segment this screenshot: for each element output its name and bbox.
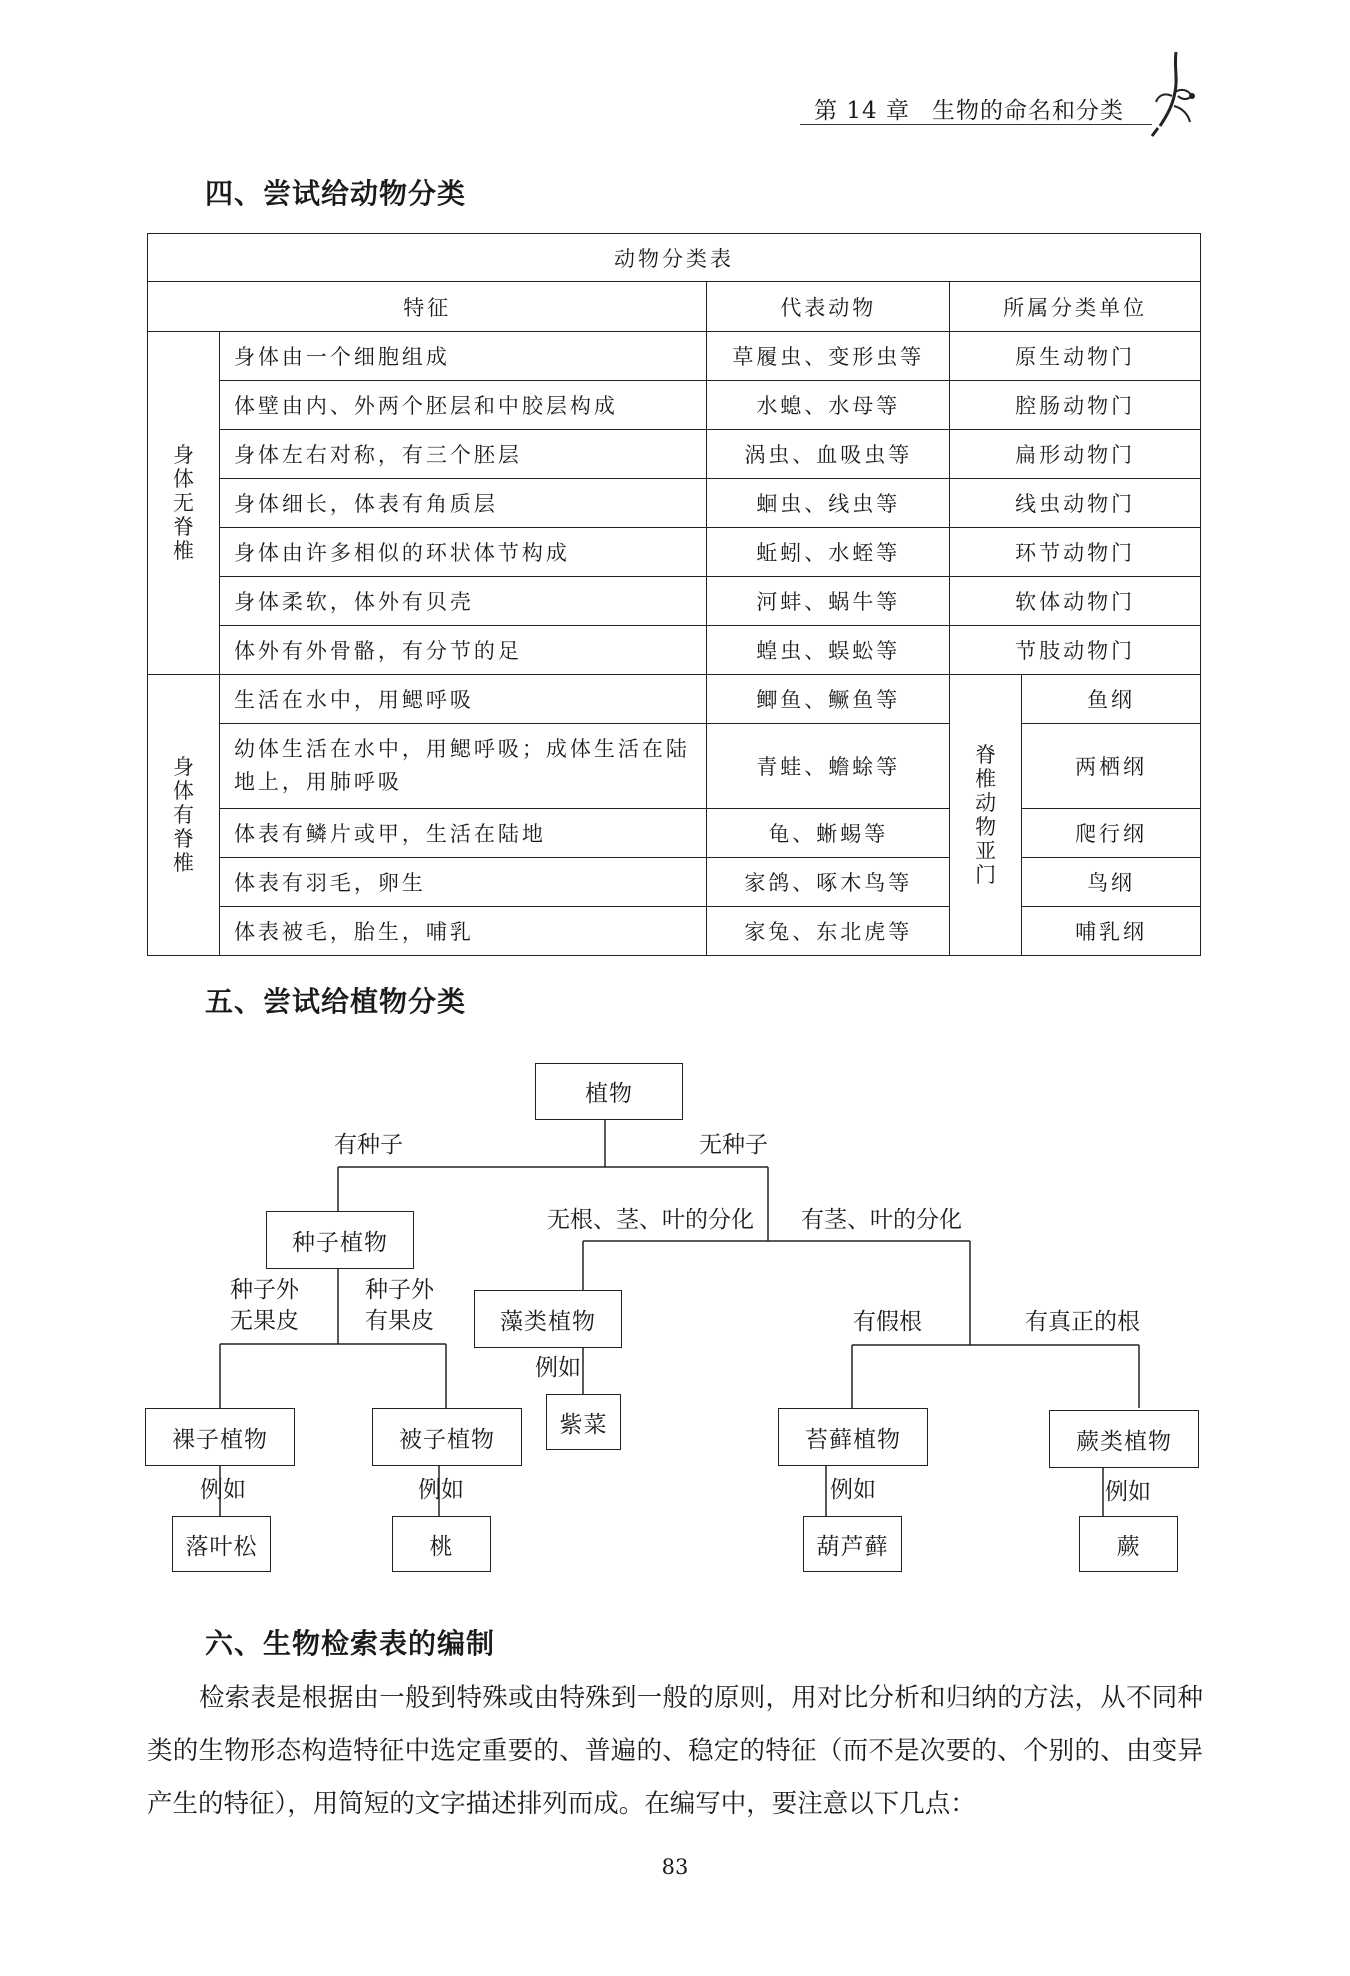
label-with-seed: 有种子 <box>334 1132 403 1158</box>
label-example-algae: 例如 <box>535 1355 581 1381</box>
node-ex-peach: 桃 <box>392 1516 491 1572</box>
feature-cell: 身体细长，体表有角质层 <box>219 479 707 528</box>
examples-cell: 家兔、东北虎等 <box>707 907 950 956</box>
label-example-moss: 例如 <box>830 1477 876 1503</box>
node-algae: 藻类植物 <box>474 1290 622 1348</box>
feature-cell: 幼体生活在水中，用鳃呼吸；成体生活在陆地上，用肺呼吸 <box>219 724 707 809</box>
node-plant: 植物 <box>535 1063 683 1120</box>
chapter-number: 第 14 章 <box>814 98 910 124</box>
header-examples: 代表动物 <box>707 282 950 332</box>
header-feature: 特征 <box>148 282 707 332</box>
label-no-fruit-skin-1: 种子外 <box>230 1277 299 1303</box>
unit-cell: 扁形动物门 <box>950 430 1201 479</box>
feature-cell: 身体柔软，体外有贝壳 <box>219 577 707 626</box>
feature-cell: 身体由许多相似的环状体节构成 <box>219 528 707 577</box>
label-true-root: 有真正的根 <box>1025 1309 1140 1335</box>
header-unit: 所属分类单位 <box>950 282 1201 332</box>
node-ex-larch: 落叶松 <box>172 1516 271 1572</box>
label-without-seed: 无种子 <box>699 1132 768 1158</box>
unit-cell: 软体动物门 <box>950 577 1201 626</box>
page-number: 83 <box>661 1855 689 1879</box>
label-example-gymnosperm: 例如 <box>200 1477 246 1503</box>
examples-cell: 草履虫、变形虫等 <box>707 332 950 381</box>
node-ex-funaria: 葫芦藓 <box>803 1516 902 1572</box>
node-seed-plants: 种子植物 <box>266 1211 414 1269</box>
label-no-differentiation: 无根、茎、叶的分化 <box>547 1207 754 1233</box>
body-paragraph: 检索表是根据由一般到特殊或由特殊到一般的原则，用对比分析和归纳的方法，从不同种类的生物形态构造特征中选定重要的、普遍的、稳定的特征（而不是次要的、个别的、由变异产生的特征），用简短的文字描述排列而成。在编写中，要注意以下几点： <box>147 1683 1203 1819</box>
examples-cell: 蝗虫、蜈蚣等 <box>707 626 950 675</box>
feature-cell: 体外有外骨骼，有分节的足 <box>219 626 707 675</box>
chapter-title: 生物的命名和分类 <box>932 98 1124 124</box>
label-fruit-skin-1: 种子外 <box>365 1277 434 1303</box>
unit-cell: 爬行纲 <box>1022 809 1201 858</box>
node-fern: 蕨类植物 <box>1049 1410 1199 1468</box>
node-gymnosperm: 裸子植物 <box>145 1408 295 1466</box>
examples-cell: 龟、蜥蜴等 <box>707 809 950 858</box>
subphylum-text: 脊椎动物亚门 <box>975 743 997 887</box>
group-invertebrate-text: 身体无脊椎 <box>172 443 194 563</box>
label-example-angiosperm: 例如 <box>418 1477 464 1503</box>
feature-cell: 体壁由内、外两个胚层和中胶层构成 <box>219 381 707 430</box>
node-ex-algae: 紫菜 <box>546 1394 621 1450</box>
section-6-heading: 六、生物检索表的编制 <box>205 1627 496 1660</box>
examples-cell: 水螅、水母等 <box>707 381 950 430</box>
feature-cell: 身体左右对称，有三个胚层 <box>219 430 707 479</box>
table-title: 动物分类表 <box>148 234 1201 282</box>
feature-cell: 体表有鳞片或甲，生活在陆地 <box>219 809 707 858</box>
label-false-root: 有假根 <box>853 1309 922 1335</box>
examples-cell: 河蚌、蜗牛等 <box>707 577 950 626</box>
feature-cell: 体表有羽毛，卵生 <box>219 858 707 907</box>
feature-cell: 体表被毛，胎生，哺乳 <box>219 907 707 956</box>
unit-cell: 环节动物门 <box>950 528 1201 577</box>
label-no-fruit-skin-2: 无果皮 <box>230 1308 299 1334</box>
unit-cell: 腔肠动物门 <box>950 381 1201 430</box>
node-angiosperm: 被子植物 <box>372 1408 522 1466</box>
unit-cell: 鸟纲 <box>1022 858 1201 907</box>
unit-cell: 节肢动物门 <box>950 626 1201 675</box>
label-with-differentiation: 有茎、叶的分化 <box>801 1207 962 1233</box>
label-example-fern: 例如 <box>1105 1479 1151 1505</box>
unit-cell: 哺乳纲 <box>1022 907 1201 956</box>
section-5-heading: 五、尝试给植物分类 <box>205 985 467 1018</box>
examples-cell: 青蛙、蟾蜍等 <box>707 724 950 809</box>
examples-cell: 涡虫、血吸虫等 <box>707 430 950 479</box>
unit-cell: 线虫动物门 <box>950 479 1201 528</box>
unit-cell: 原生动物门 <box>950 332 1201 381</box>
feature-cell: 身体由一个细胞组成 <box>219 332 707 381</box>
examples-cell: 家鸽、啄木鸟等 <box>707 858 950 907</box>
section-4-heading: 四、尝试给动物分类 <box>205 177 467 210</box>
unit-cell: 两栖纲 <box>1022 724 1201 809</box>
examples-cell: 鲫鱼、鳜鱼等 <box>707 675 950 724</box>
examples-cell: 蚯蚓、水蛭等 <box>707 528 950 577</box>
feature-cell: 生活在水中，用鳃呼吸 <box>219 675 707 724</box>
node-ex-bracken: 蕨 <box>1079 1516 1178 1572</box>
unit-cell: 鱼纲 <box>1022 675 1201 724</box>
examples-cell: 蛔虫、线虫等 <box>707 479 950 528</box>
node-moss: 苔藓植物 <box>778 1408 928 1466</box>
group-vertebrate-text: 身体有脊椎 <box>172 755 194 875</box>
label-fruit-skin-2: 有果皮 <box>365 1308 434 1334</box>
